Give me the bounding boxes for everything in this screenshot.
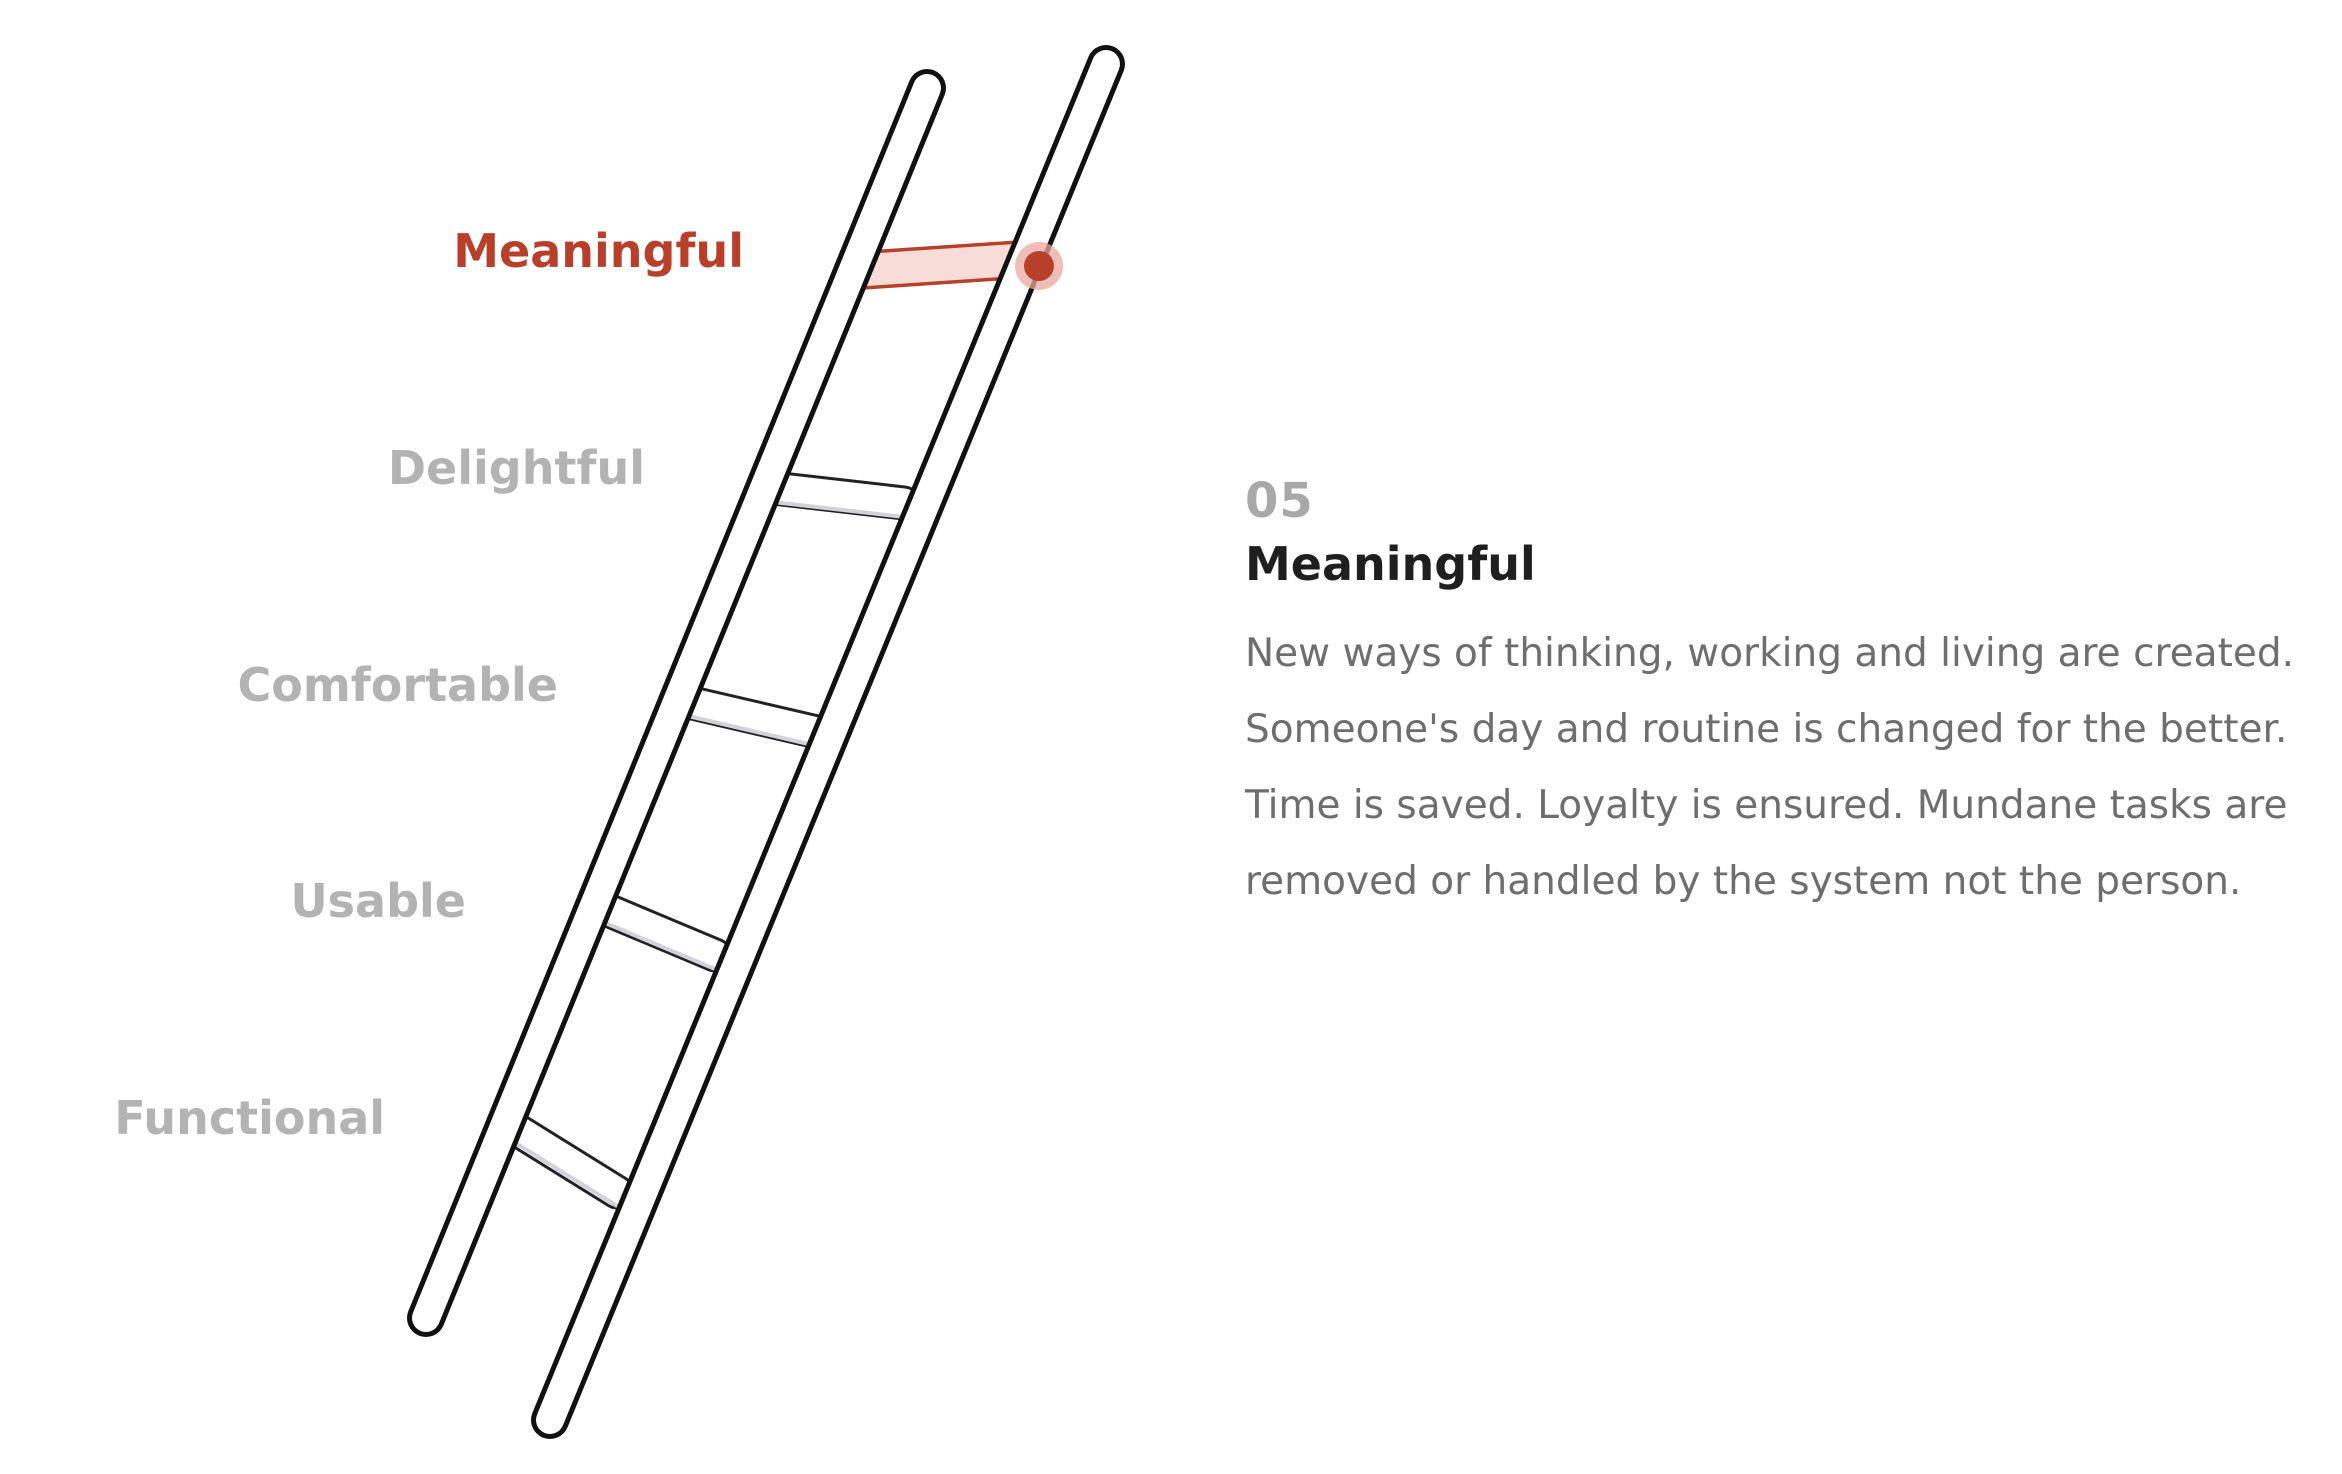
- step-label-meaningful[interactable]: Meaningful: [453, 224, 744, 278]
- step-number: 05: [1245, 473, 1314, 529]
- step-detail-panel: [1245, 470, 2305, 920]
- step-description: New ways of thinking, working and living are created. Someone's day and routine is changed for the better. Time is saved. Loyalty is ensured. Mundane tasks are removed or handled by the system not the person.: [1245, 631, 2295, 904]
- step-label-usable[interactable]: Usable: [290, 874, 466, 928]
- step-label-functional[interactable]: Functional: [114, 1091, 385, 1145]
- step-label-delightful[interactable]: Delightful: [387, 441, 645, 495]
- step-title: Meaningful: [1245, 537, 1536, 591]
- active-step-marker-dot[interactable]: [1024, 251, 1054, 281]
- step-label-comfortable[interactable]: Comfortable: [237, 658, 558, 712]
